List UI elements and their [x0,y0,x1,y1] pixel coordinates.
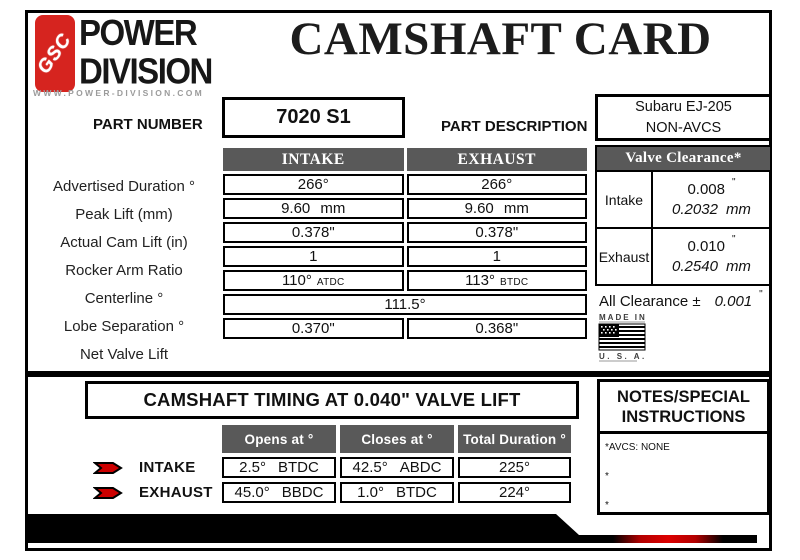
part-description-label: PART DESCRIPTION [441,118,588,135]
advertised-duration-exhaust: 266° [407,174,588,195]
timing-table [81,421,575,507]
note-blank-1: * [605,471,609,482]
exhaust-duration-cell: 224° [458,482,571,503]
note-blank-2: * [605,500,609,511]
timing-header-row [85,425,571,453]
tolerance-value: 0.001 [714,293,753,310]
spec-label-advertised-duration: Advertised Duration ° [53,178,195,195]
table-row [85,457,571,478]
table-row [223,198,587,219]
centerline-exhaust-ref: BTDC [500,277,529,288]
timing-intake-label-cell [85,457,218,478]
actual-cam-lift-intake: 0.378" [223,222,404,243]
inch-mark: " [759,289,763,300]
centerline-exhaust-value: 113° [465,272,495,289]
timing-col-closes: Closes at ° [340,425,454,453]
intake-duration-cell: 225° [458,457,571,478]
net-valve-lift-exhaust: 0.368" [407,318,588,339]
peak-lift-intake: 9.60 mm [223,198,404,219]
intake-closes-cell: 42.5° ABDC [340,457,454,478]
gsc-logo-badge [35,15,75,92]
valve-clearance-intake-inches: 0.008 " [687,177,736,198]
table-row [223,246,587,267]
timing-intake-label: INTAKE [139,459,196,476]
table-row [223,294,587,315]
spec-header-row [223,148,587,171]
made-in-text: MADE IN [599,313,647,322]
table-row [223,270,587,291]
valve-clearance-intake-mm: 0.2032 mm [672,201,751,218]
logo-line-power: POWER [79,11,197,53]
spec-label-rocker-arm-ratio: Rocker Arm Ratio [65,262,183,279]
timing-corner-cell [85,425,218,453]
valve-clearance-exhaust-label: Exhaust [597,229,653,284]
spec-row-labels [28,174,220,367]
advertised-duration-intake: 266° [223,174,404,195]
timing-exhaust-label: EXHAUST [139,484,213,501]
table-row [597,227,770,284]
spec-label-centerline: Centerline ° [84,290,164,307]
table-row [223,222,587,243]
gsc-logo-text: GSC [33,29,76,78]
part-number-value: 7020 S1 [222,97,405,138]
spec-label-net-valve-lift: Net Valve Lift [79,346,169,363]
page-title: CAMSHAFT CARD [289,13,712,65]
spec-col-exhaust: EXHAUST [407,148,588,171]
spec-label-peak-lift: Peak Lift (mm) [75,206,173,223]
net-valve-lift-intake: 0.370" [223,318,404,339]
notes-header: NOTES/SPECIAL INSTRUCTIONS [600,382,767,434]
rocker-ratio-intake: 1 [223,246,404,267]
actual-cam-lift-exhaust: 0.378" [407,222,588,243]
exhaust-closes-cell: 1.0° BTDC [340,482,454,503]
valve-clearance-header: Valve Clearance* [597,147,770,170]
spec-table [220,145,590,342]
timing-col-opens: Opens at ° [222,425,336,453]
timing-col-duration: Total Duration ° [458,425,571,453]
valve-clearance-exhaust-inches: 0.010 " [687,234,736,255]
red-arrow-icon [93,461,123,475]
spec-col-intake: INTAKE [223,148,404,171]
logo-line-division: DIVISION [79,50,212,92]
centerline-exhaust [407,270,588,291]
peak-lift-exhaust: 9.60 mm [407,198,588,219]
centerline-intake [223,270,404,291]
timing-section-title: CAMSHAFT TIMING AT 0.040" VALVE LIFT [85,381,579,419]
part-description-value [595,94,772,141]
valve-clearance-table [595,145,772,286]
part-description-line1: Subaru EJ-205 [635,98,732,115]
notes-section [597,379,770,515]
made-in-usa-mark [597,311,661,368]
red-arrow-icon [93,486,123,500]
inch-mark: " [731,177,736,188]
flag-graphic [599,324,645,350]
note-avcs: *AVCS: NONE [605,442,670,453]
exhaust-opens-cell: 45.0° BBDC [222,482,336,503]
centerline-intake-ref: ATDC [316,277,345,288]
intake-opens-cell: 2.5° BTDC [222,457,336,478]
table-row [597,170,770,227]
spec-label-lobe-separation: Lobe Separation ° [63,318,185,335]
valve-clearance-exhaust-values [653,229,770,284]
logo-wordmark [79,13,212,90]
valve-clearance-exhaust-mm: 0.2540 mm [672,258,751,275]
table-row [85,482,571,503]
all-clearance-tolerance [599,289,772,310]
valve-clearance-intake-values [653,172,770,227]
tolerance-label: All Clearance ± [599,293,701,310]
table-row [223,318,587,339]
rocker-ratio-exhaust: 1 [407,246,588,267]
part-description-line2: NON-AVCS [645,119,722,136]
inch-mark: " [731,234,736,245]
usa-flag-icon [597,311,661,363]
logo-website-url: WWW.POWER-DIVISION.COM [33,88,205,98]
notes-items [600,434,767,511]
valve-clearance-intake-label: Intake [597,172,653,227]
timing-exhaust-label-cell [85,482,218,503]
bottom-accent-bar [28,512,760,550]
spec-label-actual-cam-lift: Actual Cam Lift (in) [60,234,188,251]
section-divider [25,371,772,377]
bottom-bar-graphic [28,512,760,545]
table-row [223,174,587,195]
lobe-separation-value: 111.5° [223,294,587,315]
usa-text: U. S. A. [599,352,647,361]
centerline-intake-value: 110° [281,272,312,289]
part-number-label: PART NUMBER [93,116,203,133]
